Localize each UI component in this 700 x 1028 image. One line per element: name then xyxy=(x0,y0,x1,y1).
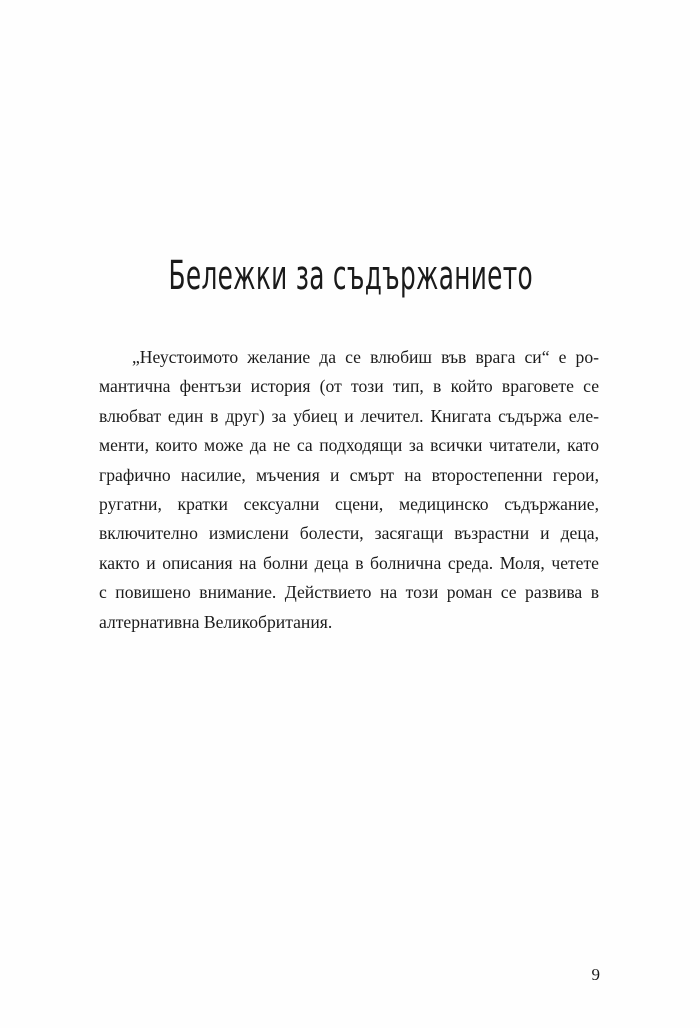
paragraph-line: с повишено внимание. Действието на този роман се развива в xyxy=(99,582,599,603)
paragraph-line: както и описания на болни деца в болнична среда. Моля, четете xyxy=(99,552,599,573)
page-number: 9 xyxy=(591,965,600,984)
paragraph-line: ругатни, кратки сексуални сцени, медицинско съдържание, xyxy=(99,493,599,514)
page-title: Бележки за съдържанието xyxy=(168,253,533,299)
paragraph-line: менти, които може да не са подходящи за всички читатели, като xyxy=(99,435,599,456)
paragraph-line: графично насилие, мъчения и смърт на второстепенни герои, xyxy=(99,464,599,485)
paragraph-line: включително измислени болести, засягащи възрастни и деца, xyxy=(99,523,599,544)
paragraph-line: алтернативна Великобритания. xyxy=(99,611,333,632)
paragraph-line: влюбват един в друг) за убиец и лечител. Книгата съдържа еле- xyxy=(99,405,599,426)
content-note-paragraph xyxy=(99,343,599,637)
paragraph-line: „Неустоимото желание да се влюбиш във врага си“ е ро- xyxy=(132,347,599,367)
paragraph-line: мантична фентъзи история (от този тип, в който враговете се xyxy=(99,376,599,397)
